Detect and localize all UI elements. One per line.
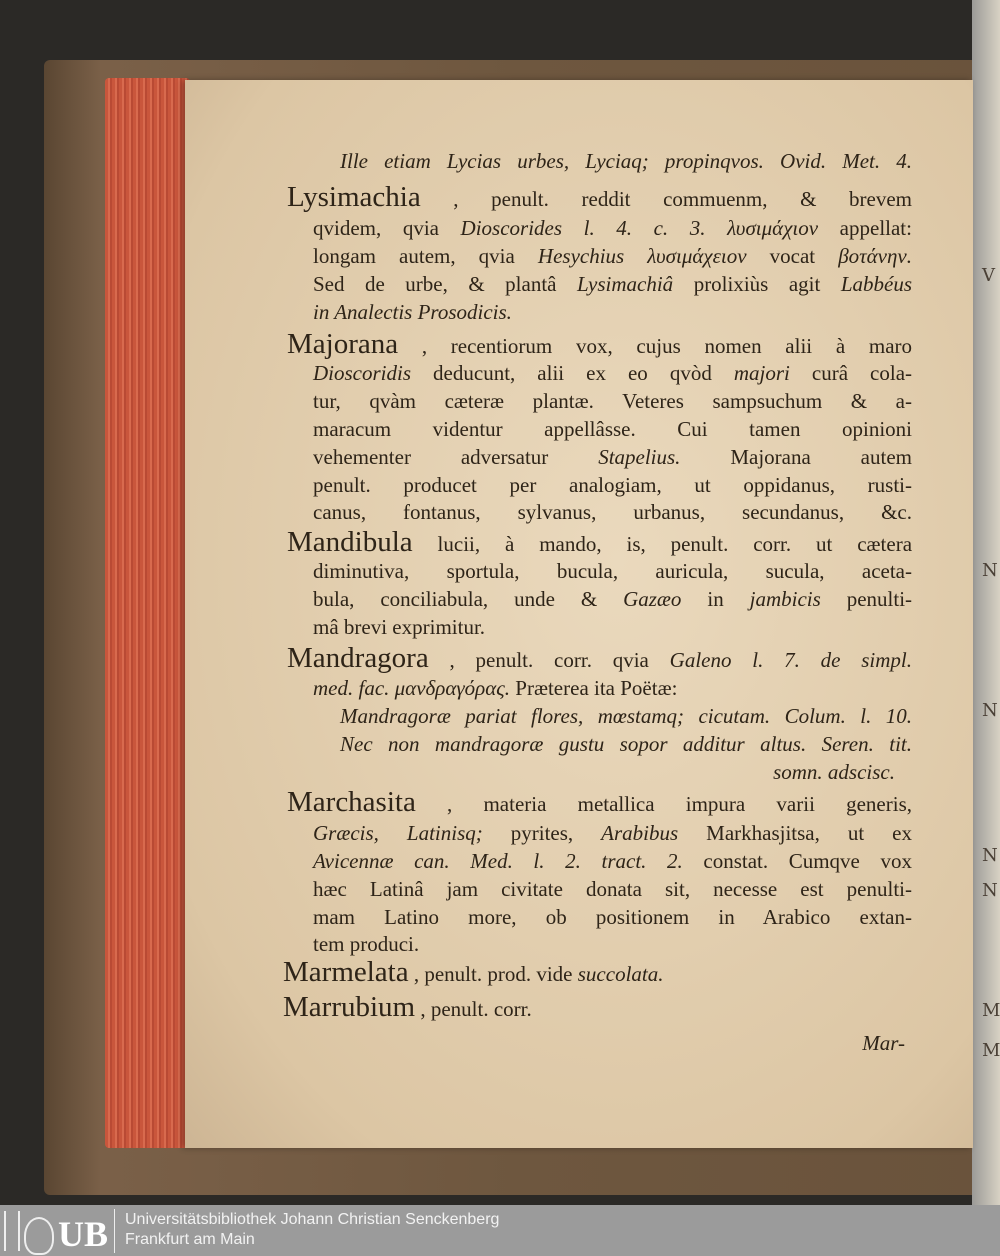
text-line	[313, 556, 912, 586]
text-segment: Ille etiam Lycias urbes, Lyciaq; propinqvos. Ovid. Met. 4.	[340, 149, 912, 173]
ub-logo[interactable]	[2, 1209, 115, 1253]
text-segment: Labbéus	[840, 272, 913, 296]
text-line	[313, 874, 912, 904]
text-segment: mâ brevi exprimitur.	[313, 615, 486, 639]
text-line	[340, 757, 895, 787]
text-segment: in Analectis Prosodicis.	[313, 300, 512, 324]
text-segment: Græcis, Latinisq;	[313, 821, 483, 845]
text-segment: prolixiùs agit	[693, 272, 841, 296]
text-line	[287, 329, 912, 359]
text-segment: bula, conciliabula, unde &	[313, 587, 624, 611]
text-line	[313, 442, 912, 472]
text-segment: deducunt, alii ex eo qvòd	[433, 361, 734, 385]
text-line	[313, 929, 912, 959]
text-segment: jambicis	[749, 587, 821, 611]
footer-bar	[0, 1205, 1000, 1256]
text-segment: diminutiva, sportula, bucula, auricula, sucula, aceta-	[313, 559, 912, 583]
text-segment: Hesychius λυσιμάχειον	[537, 244, 747, 268]
text-line	[313, 818, 912, 848]
text-segment: majori	[733, 361, 790, 385]
text-line	[313, 584, 912, 614]
text-segment: qvidem, qvia	[313, 216, 461, 240]
text-segment: Majorana autem	[730, 445, 912, 469]
adjacent-page-letter: N	[982, 560, 998, 581]
entry-headword: Marmelata	[283, 956, 409, 988]
text-segment: in	[707, 587, 750, 611]
text-segment: mam Latino more, ob positionem in Arabico extan-	[313, 905, 912, 929]
text-line	[313, 470, 912, 500]
text-segment: Præterea ita Poëtæ:	[515, 676, 678, 700]
library-name: Universitätsbibliothek Johann Christian Senckenberg	[125, 1211, 500, 1228]
adjacent-page-letter: V	[982, 265, 995, 286]
text-line	[287, 787, 912, 817]
text-line	[283, 992, 912, 1022]
text-segment: tem produci.	[313, 932, 420, 956]
text-segment: lucii, à mando, is, penult. corr. ut cætera	[437, 532, 913, 556]
text-line	[313, 386, 912, 416]
adjacent-page-letter: M	[982, 1040, 1000, 1061]
text-segment: βοτάνην.	[838, 244, 912, 268]
text-line	[840, 1028, 905, 1058]
text-segment: canus, fontanus, sylvanus, urbanus, secundanus, &c.	[313, 500, 912, 524]
entry-headword: Marchasita	[287, 786, 416, 818]
entry-headword: Mandibula	[287, 526, 413, 558]
text-line	[283, 957, 912, 987]
text-segment: Dioscorides l. 4. c. 3. λυσιμάχιον	[460, 216, 819, 240]
adjacent-page-letter: N	[982, 880, 998, 901]
entry-headword: Marrubium	[283, 991, 416, 1023]
text-segment: Lysimachiâ	[576, 272, 674, 296]
text-segment: , penult. corr. qvia	[449, 648, 670, 672]
text-line	[287, 643, 912, 673]
entry-headword: Lysimachia	[287, 181, 421, 213]
text-line	[313, 497, 912, 527]
text-segment: Nec non mandragoræ gustu sopor additur altus. Seren. tit.	[340, 732, 912, 756]
text-segment: , penult. reddit commuenm, & brevem	[453, 187, 913, 211]
text-segment: maracum videntur appellâsse. Cui tamen opinioni	[313, 417, 912, 441]
entry-headword: Mandragora	[287, 642, 429, 674]
text-line	[313, 673, 912, 703]
text-segment: Galeno l. 7. de simpl.	[669, 648, 913, 672]
text-line	[313, 612, 912, 642]
text-segment: , penult. prod. vide	[413, 962, 578, 986]
text-line	[313, 269, 912, 299]
building-icon	[4, 1211, 20, 1251]
text-segment: somn. adscisc.	[773, 760, 895, 784]
text-segment: Gazæo	[623, 587, 682, 611]
text-line	[313, 846, 912, 876]
text-segment: penult. producet per analogiam, ut oppidanus, rusti-	[313, 473, 912, 497]
text-segment: Stapelius.	[598, 445, 681, 469]
text-segment: hæc Latinâ jam civitate donata sit, necesse est penulti-	[313, 877, 912, 901]
text-segment: vocat	[769, 244, 839, 268]
entry-headword: Majorana	[287, 328, 399, 360]
text-segment: Sed de urbe, & plantâ	[313, 272, 577, 296]
text-segment: longam autem, qvia	[313, 244, 538, 268]
library-city: Frankfurt am Main	[125, 1231, 255, 1248]
text-segment: constat. Cumqve vox	[703, 849, 912, 873]
text-line	[313, 241, 912, 271]
text-line	[313, 414, 912, 444]
text-line	[313, 297, 912, 327]
adjacent-page-letter: M	[982, 1000, 1000, 1021]
portrait-icon	[24, 1217, 54, 1255]
text-line	[340, 729, 912, 759]
text-segment: pyrites,	[510, 821, 602, 845]
text-segment: Avicennæ can. Med. l. 2. tract. 2.	[313, 849, 683, 873]
text-segment: Mandragoræ pariat flores, mœstamq; cicutam. Colum. l. 10.	[340, 704, 912, 728]
text-segment: appellat:	[839, 216, 912, 240]
text-segment: med. fac. μανδραγόρας.	[313, 676, 511, 700]
text-line	[287, 527, 912, 557]
text-line	[287, 182, 912, 212]
text-segment: Mar-	[862, 1031, 905, 1055]
text-segment: Arabibus	[601, 821, 679, 845]
text-segment: , recentiorum vox, cujus nomen alii à maro	[421, 334, 913, 358]
text-segment: Markhasjitsa, ut ex	[706, 821, 912, 845]
text-segment: Dioscoridis	[313, 361, 412, 385]
text-segment: curâ cola-	[811, 361, 913, 385]
text-segment: penulti-	[846, 587, 913, 611]
adjacent-page-letter: N	[982, 700, 998, 721]
text-line	[340, 146, 912, 176]
adjacent-page-letter: N	[982, 845, 998, 866]
text-segment: vehementer adversatur	[313, 445, 599, 469]
text-segment: , penult. corr.	[420, 997, 532, 1021]
text-line	[313, 358, 912, 388]
page-edges-red	[105, 78, 190, 1148]
text-segment: , materia metallica impura varii generis,	[447, 792, 912, 816]
text-segment: succolata.	[577, 962, 664, 986]
text-line	[313, 902, 912, 932]
text-segment: tur, qvàm cæteræ plantæ. Veteres sampsuchum & a-	[313, 389, 912, 413]
adjacent-page-edge	[972, 0, 1000, 1205]
logo-text: UB	[58, 1214, 109, 1254]
text-line	[340, 701, 912, 731]
text-line	[313, 213, 912, 243]
